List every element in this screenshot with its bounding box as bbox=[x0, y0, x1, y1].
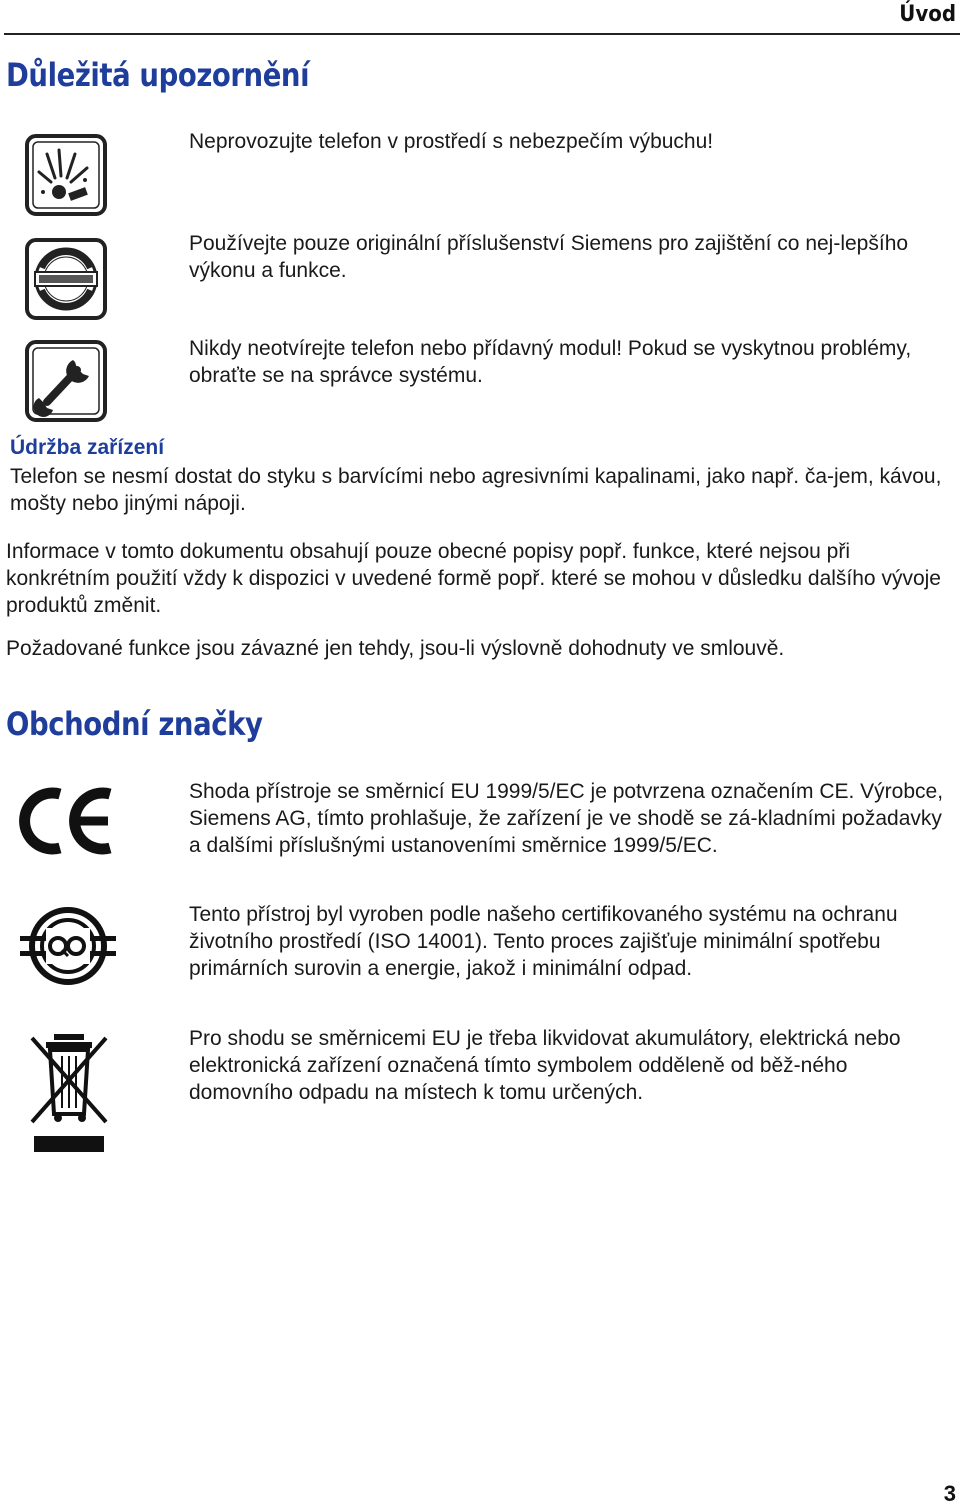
original-accessories-text: Používejte pouze originální příslušenství Siemens pro zajištění co nej-lepšího výkonu a funkce. bbox=[189, 232, 909, 282]
do-not-open-text: Nikdy neotvírejte telefon nebo přídavný modul! Pokud se vyskytnou problémy, obraťte se na správce systému. bbox=[189, 337, 912, 387]
trademarks-title: Obchodní značky bbox=[6, 705, 263, 743]
crossed-out-bin-icon bbox=[28, 1030, 110, 1156]
wrench-icon bbox=[25, 340, 107, 422]
iso-text: Tento přístroj byl vyroben podle našeho certifikovaného systému na ochranu životního prostředí (ISO 14001). Tento proces zajišťuje minimální spotřebu primárních surovin a energie, jakož i minimální odpad. bbox=[189, 903, 898, 980]
qgp-certification-icon bbox=[18, 906, 118, 986]
section-header: Úvod bbox=[899, 2, 956, 27]
required-functions-text: Požadované funkce jsou závazné jen tehdy, jsou-li výslovně dohodnuty ve smlouvě. bbox=[6, 637, 785, 660]
ce-text: Shoda přístroje se směrnicí EU 1999/5/EC je potvrzena označením CE. Výrobce, Siemens AG, tímto prohlašuje, že zařízení je ve shodě se zá-kladními požadavky a dalšími příslušnými ustanoveními směrnice 1999/5/EC. bbox=[189, 780, 944, 857]
header-rule bbox=[4, 33, 960, 35]
info-text: Informace v tomto dokumentu obsahují pouze obecné popisy popř. funkce, které nejsou při konkrétním použití vždy k dispozici v uvedené formě popř. které se mohou v důsledku dalšího vývoje produktů změnit. bbox=[6, 540, 941, 617]
maintenance-text: Telefon se nesmí dostat do styku s barvícími nebo agresivními kapalinami, jako např. ča-jem, kávou, mošty nebo jinými nápoji. bbox=[10, 465, 942, 515]
important-notes-title: Důležitá upozornění bbox=[6, 56, 310, 94]
original-accessories-seal-icon bbox=[25, 238, 107, 320]
weee-text: Pro shodu se směrnicemi EU je třeba likvidovat akumulátory, elektrická nebo elektronická zařízení označená tímto symbolem odděleně od běž-ného domovního odpadu na místech k tomu určených. bbox=[189, 1027, 901, 1104]
explosion-warning-text: Neprovozujte telefon v prostředí s nebezpečím výbuchu! bbox=[189, 130, 714, 153]
maintenance-heading: Údržba zařízení bbox=[10, 436, 165, 459]
explosion-warning-icon bbox=[25, 134, 107, 216]
ce-mark-icon bbox=[18, 784, 116, 858]
page-number: 3 bbox=[943, 1481, 956, 1506]
